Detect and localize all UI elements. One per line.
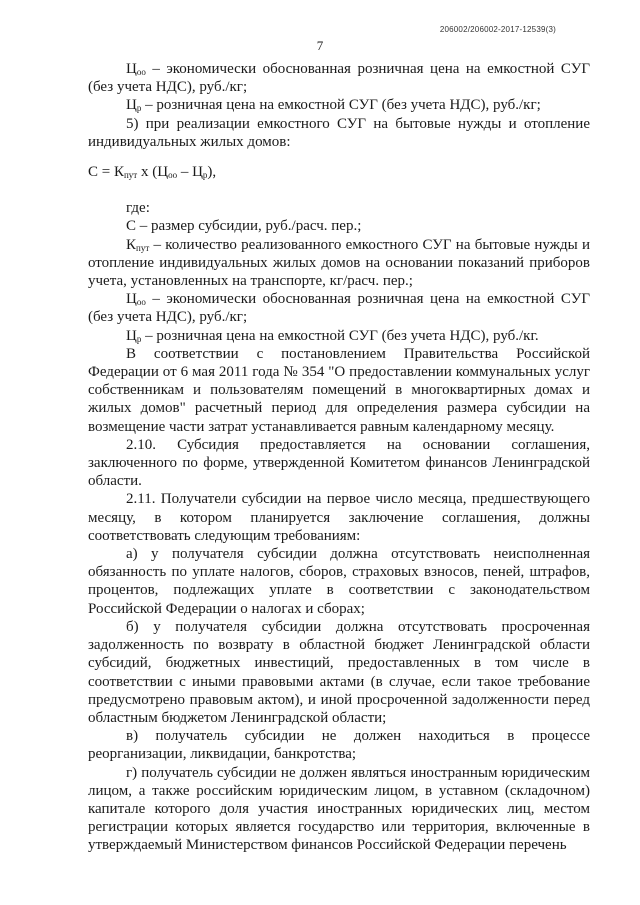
definition-price-economic: $Ц_{оо}$ – экономически обоснованная розничная цена на емкостной СУГ (без учета НДС), руб./кг; [88, 61, 590, 96]
paragraph-billing-period: В соответствии с постановлением Правительства Российской Федерации от 6 мая 2011 года № 354 "О предоставлении коммунальных услуг собственникам и пользователям помещений в многоквартирных домах и жилых домов" расчетный период для определения размера субсидии на возмещение части затрат устанавливается равным календарному месяцу. [88, 345, 590, 435]
document-body [88, 60, 590, 855]
document-id: 206002/206002-2017-12539(3) [439, 25, 556, 34]
paragraph-2-10: 2.10. Субсидия предоставляется на основании соглашения, заключенного по форме, утвержденной Комитетом финансов Ленинградской области. [88, 436, 590, 490]
definition-price-retail-2: $Ц_р$ – розничная цена на емкостной СУГ (без учета НДС), руб./кг. [126, 327, 539, 344]
definition-quantity: $К_{пут}$ – количество реализованного емкостного СУГ на бытовые нужды и отопление индивидуальных жилых домов на основании показаний приборов учета, установленных на транспорте, кг/расч. пер.; [88, 236, 590, 290]
requirement-v: в) получатель субсидии не должен находиться в процессе реорганизации, ликвидации, банкротства; [88, 728, 590, 763]
paragraph-item-5: 5) при реализации емкостного СУГ на бытовые нужды и отопление индивидуальных жилых домов: [88, 115, 590, 150]
requirement-b: б) у получателя субсидии должна отсутствовать просроченная задолженность по возврату в областной бюджет Ленинградской области субсидий, бюджетных инвестиций, предоставленных в том числе в соответствии с иными правовыми актами (в случае, если такое требование предусмотрено правовым актом), и иной просроченной задолженности перед областным бюджетом Ленинградской области; [88, 618, 590, 726]
where-label: где: [126, 200, 150, 217]
formula: $С = К_{пут}$ х $(Ц_{оо} - Ц_р)$, [88, 164, 217, 181]
definition-price-economic-2: $Ц_{оо}$ – экономически обоснованная розничная цена на емкостной СУГ (без учета НДС), руб./кг; [88, 291, 590, 326]
paragraph-2-11: 2.11. Получатели субсидии на первое число месяца, предшествующего месяцу, в котором планируется заключение соглашения, должны соответствовать следующим требованиям: [88, 491, 590, 544]
page-number: 7 [316, 38, 324, 53]
requirement-g: г) получатель субсидии не должен являться иностранным юридическим лицом, а также российским юридическим лицом, в уставном (складочном) капитале которого доля участия иностранных юридических лиц, местом регистрации которых является государство или территория, включенные в утверждаемый Министерством финансов Российской Федерации перечень [88, 764, 590, 854]
definition-subsidy: С – размер субсидии, руб./расч. пер.; [126, 218, 362, 235]
definition-price-retail: $Ц_р$ – розничная цена на емкостной СУГ (без учета НДС), руб./кг; [126, 97, 541, 114]
requirement-a: а) у получателя субсидии должна отсутствовать неисполненная обязанность по уплате налогов, сборов, страховых взносов, пеней, штрафов, процентов, подлежащих уплате в соответствии с законодательством Российской Федерации о налогах и сборах; [88, 546, 590, 617]
